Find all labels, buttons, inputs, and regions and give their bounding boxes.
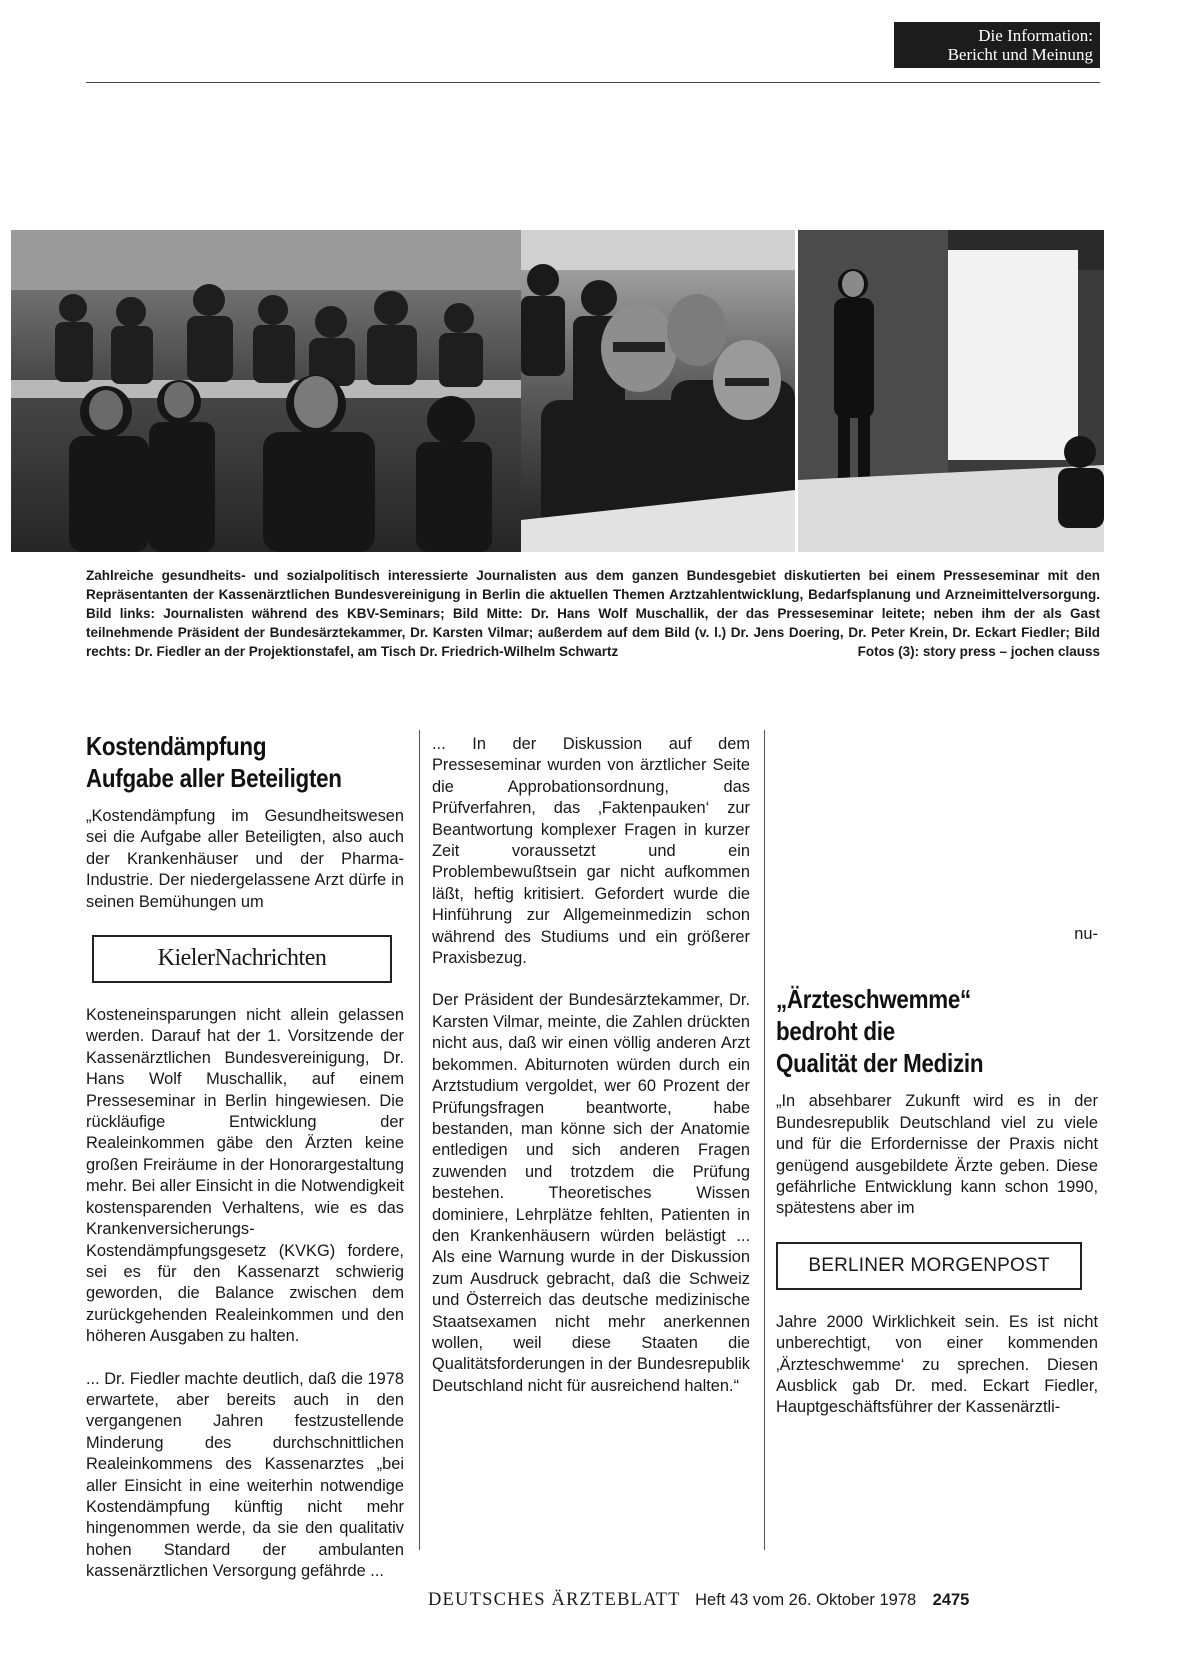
section-tag: [894, 22, 1100, 68]
article-paragraph: ... Dr. Fiedler machte deutlich, daß die 1978 erwartete, aber bereits auch in den vergangenen Jahren festzustellende Minderung des durchschnittlichen Realeinkommens des Kassenarztes „bei aller Einsicht in eine weiterhin notwendige Kostendämpfung künftig nicht mehr hingenommen werde, da sie den qualitativ hohen Standard der ambulanten kassenärztlichen Versorgung gefährde ...: [86, 1369, 404, 1581]
column-divider: [419, 730, 420, 1550]
headline-line2: bedroht die: [776, 1016, 895, 1047]
caption-text: Zahlreiche gesundheits- und sozialpolitisch interessierte Journalisten aus dem ganzen Bundesgebiet diskutierten bei einem Presseseminar mit den Repräsentanten der Kassenärztlichen Bundesvereinigung in Berlin die aktuellen Themen Arztzahlentwicklung, Bedarfsplanung und Arzneimittelversorgung. Bild links: Journalisten während des KBV-Seminars; Bild Mitte: Dr. Hans Wolf Muschallik, der das Presseseminar leitete; neben ihm der als Gast teilnehmende Präsident der Bundesärztekammer, Dr. Karsten Vilmar; außerdem auf dem Bild (v. l.) Dr. Jens Doering, Dr. Peter Krein, Dr. Eckart Fiedler; Bild rechts: Dr. Fiedler an der Projektionstafel, am Tisch Dr. Friedrich-Wilhelm Schwartz: [86, 568, 1100, 659]
article-kostendaempfung-col1: [86, 730, 404, 1581]
article-paragraph: „In absehbarer Zukunft wird es in der Bundesrepublik Deutschland viel zu viele und für die Erfordernisse der Praxis nicht genügend ausgebildete Ärzte geben. Diese gefährliche Entwicklung kann schon 1990, spätestens aber im: [776, 1092, 1098, 1218]
photo-credit: Fotos (3): story press – jochen clauss: [857, 644, 1100, 659]
article-headline: [86, 730, 359, 794]
page-number: 2475: [932, 1591, 970, 1609]
source-name: KielerNachrichten: [157, 945, 327, 972]
photo-projection-graphic: [798, 230, 1104, 552]
journal-name: DEUTSCHES ÄRZTEBLATT: [428, 1590, 681, 1610]
page-footer: [428, 1590, 1100, 1611]
article-paragraph: Jahre 2000 Wirklichkeit sein. Es ist nicht unberechtigt, von einer kommenden ‚Ärzteschwemme‘ zu sprechen. Diesen Ausblick gab Dr. med. Eckart Fiedler, Hauptgeschäftsführer der Kassenärztli-: [776, 1312, 1098, 1417]
article-paragraph: Kosteneinsparungen nicht allein gelassen werden. Darauf hat der 1. Vorsitzende der Kassenärztlichen Bundesvereinigung, Dr. Hans Wolf Muschallik, auf einem Presseseminar in Berlin hingewiesen. Die rückläufige Entwicklung der Realeinkommen gäbe den Ärzten keine großen Freiräume in der Honorargestaltung mehr. Bei aller Einsicht in die Notwendigkeit kostensparenden Verhaltens, wie es das Krankenversicherungs-Kostendämpfungsgesetz (KVKG) fordere, sei es für den Kassenarzt schwierig geworden, die Balance zwischen dem zurückgehenden Realeinkommen und den höheren Ausgaben zu halten.: [86, 1006, 404, 1346]
source-berliner-morgenpost-logo: [776, 1242, 1082, 1290]
headline-line2: Aufgabe aller Beteiligten: [86, 763, 342, 793]
article-headline: [776, 983, 1053, 1079]
photo-journalists-seminar: [11, 230, 521, 552]
author-signature-row: [776, 924, 1098, 945]
article-paragraph: ... In der Diskussion auf dem Presseseminar wurden von ärztlicher Seite die Approbationsordnung, das Prüfverfahren, das ‚Faktenpauken‘ zur Beantwortung komplexer Fragen in kurzer Zeit voraussetzt und ein Problembewußtsein gar nicht aufkommen läßt, heftig kritisiert. Gefordert wurde die Hinführung zur Allgemeinmedizin schon während des Studiums und ein größerer Praxisbezug.: [432, 735, 750, 968]
article-aerzteschwemme: [776, 734, 1098, 1419]
issue-info: Heft 43 vom 26. Oktober 1978: [695, 1591, 917, 1609]
photo-panel-speakers: [521, 230, 795, 552]
article-paragraph: Der Präsident der Bundesärztekammer, Dr. Karsten Vilmar, meinte, die Zahlen drückten nicht aus, daß wir einen völlig anderen Arzt bekommen. Abiturnoten würden durch ein Arztstudium vergoldet, wer 60 Prozent der Prüfungsfragen beantworte, habe bestanden, man könne sich der Anatomie entledigen und sich anderen Fragen zuwenden und trotzdem die Prüfung bestehen. Theoretisches Wissen dominiere, Lehrplätze fehlten, Patienten in den Krankenhäusern würden belästigt ... Als eine Warnung wurde in der Diskussion zum Ausdruck gebracht, daß die Schweiz und Österreich das deutsche medizinische Staatsexamen nicht mehr anerkennen wollen, weil diese Staaten die Qualitätsforderungen in der Bundesrepublik Deutschland nicht für ausreichend halten.“: [432, 991, 750, 1395]
headline-line3: Qualität der Medizin: [776, 1048, 984, 1079]
photo-panel-graphic: [521, 230, 795, 552]
section-tag-line2: Bericht und Meinung: [947, 45, 1093, 64]
photo-projection-board: [798, 230, 1104, 552]
headline-line1: „Ärzteschwemme“: [776, 984, 971, 1015]
source-name: BERLINER MORGENPOST: [808, 1255, 1050, 1277]
section-tag-line1: Die Information:: [978, 26, 1093, 45]
photo-caption: [86, 566, 1100, 661]
article-kostendaempfung-col2: [432, 734, 750, 1570]
column-divider: [764, 730, 765, 1550]
headline-line1: Kostendämpfung: [86, 731, 267, 761]
header-rule: [86, 82, 1100, 83]
author-signature: nu-: [1074, 925, 1098, 943]
photo-journalists-graphic: [11, 230, 521, 552]
source-kieler-nachrichten-logo: [92, 935, 392, 983]
article-paragraph: „Kostendämpfung im Gesundheitswesen sei die Aufgabe aller Beteiligten, also auch der Krankenhäuser und der Pharma-Industrie. Der niedergelassene Arzt dürfe in seinen Bemühungen um: [86, 807, 404, 911]
